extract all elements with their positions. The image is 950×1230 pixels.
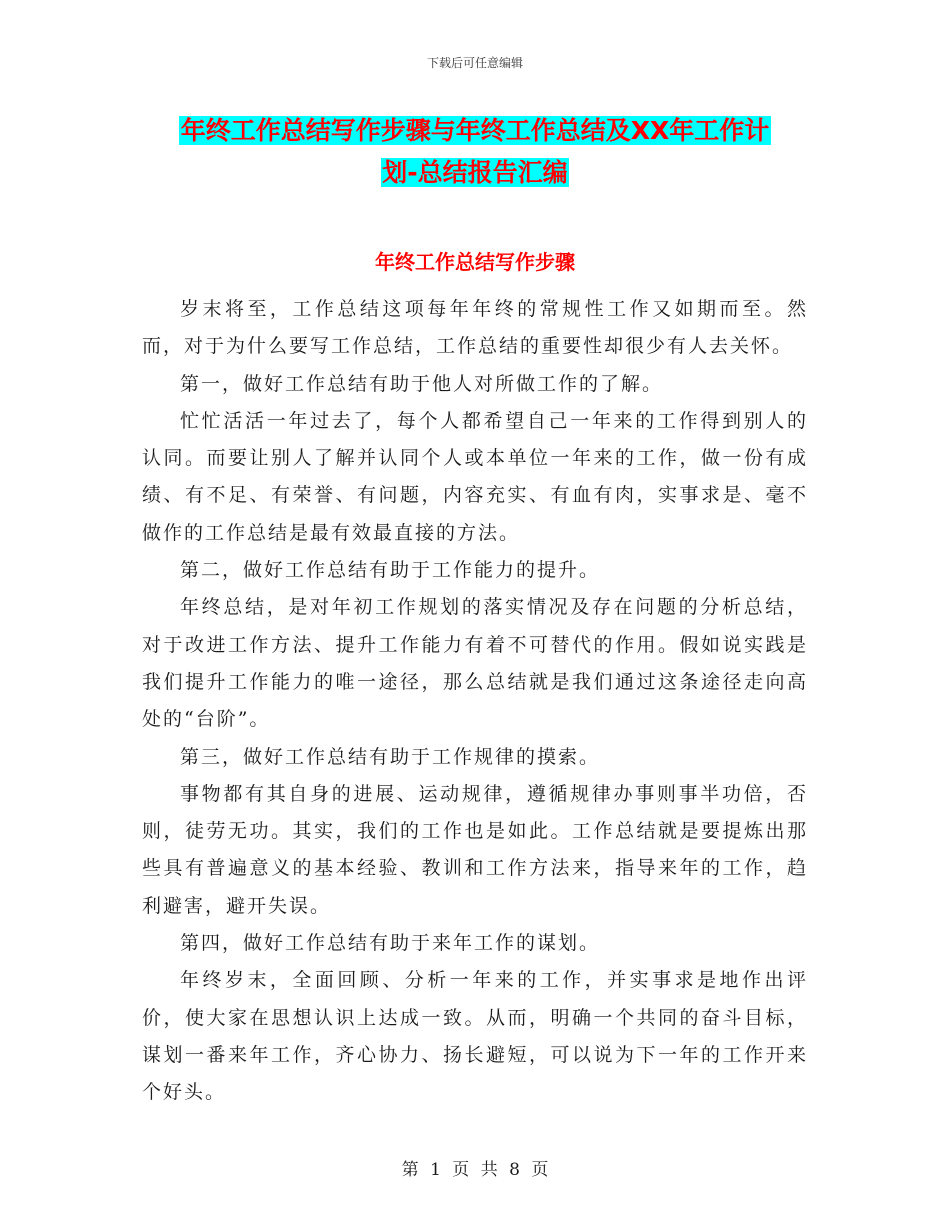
title-line-2 xyxy=(0,152,950,194)
paragraph: 年终总结，是对年初工作规划的落实情况及存在问题的分析总结，对于改进工作方法、提升工作能力有着不可替代的作用。假如说实践是我们提升工作能力的唯一途径，那么总结就是我们通过这条途径走向高处的“台阶”。 xyxy=(142,596,808,731)
page-number: 第 1 页 共 8 页 xyxy=(401,1160,549,1180)
paragraph: 第二，做好工作总结有助于工作能力的提升。 xyxy=(180,559,601,582)
paragraph: 第一，做好工作总结有助于他人对所做工作的了解。 xyxy=(180,372,664,395)
body-text xyxy=(142,291,808,1112)
paragraph: 忙忙活活一年过去了，每个人都希望自己一年来的工作得到别人的认同。而要让别人了解并认同个人或本单位一年来的工作，做一份有成绩、有不足、有荣誉、有问题，内容充实、有血有肉，实事求是、毫不做作的工作总结是最有效最直接的方法。 xyxy=(142,409,808,544)
title-text-1: 年终工作总结写作步骤与年终工作总结及XX年工作计 xyxy=(180,116,770,145)
title-text-2: 划-总结报告汇编 xyxy=(382,158,568,187)
paragraph: 事物都有其自身的进展、运动规律，遵循规律办事则事半功倍，否则，徒劳无功。其实，我们的工作也是如此。工作总结就是要提炼出那些具有普遍意义的基本经验、教训和工作方法来，指导来年的工作，趋利避害，避开失误。 xyxy=(142,782,808,917)
section-heading: 年终工作总结写作步骤 xyxy=(375,250,575,274)
paragraph: 年终岁末，全面回顾、分析一年来的工作，并实事求是地作出评价，使大家在思想认识上达成一致。从而，明确一个共同的奋斗目标，谋划一番来年工作，齐心协力、扬长避短，可以说为下一年的工作开来个好头。 xyxy=(142,969,808,1104)
paragraph: 第三，做好工作总结有助于工作规律的摸索。 xyxy=(180,745,601,768)
document-title xyxy=(0,110,950,194)
title-line-1 xyxy=(0,110,950,152)
paragraph: 岁末将至，工作总结这项每年年终的常规性工作又如期而至。然而，对于为什么要写工作总结，工作总结的重要性却很少有人去关怀。 xyxy=(142,298,808,358)
paragraph: 第四，做好工作总结有助于来年工作的谋划。 xyxy=(180,932,601,955)
header-note: 下载后可任意编辑 xyxy=(426,56,523,70)
